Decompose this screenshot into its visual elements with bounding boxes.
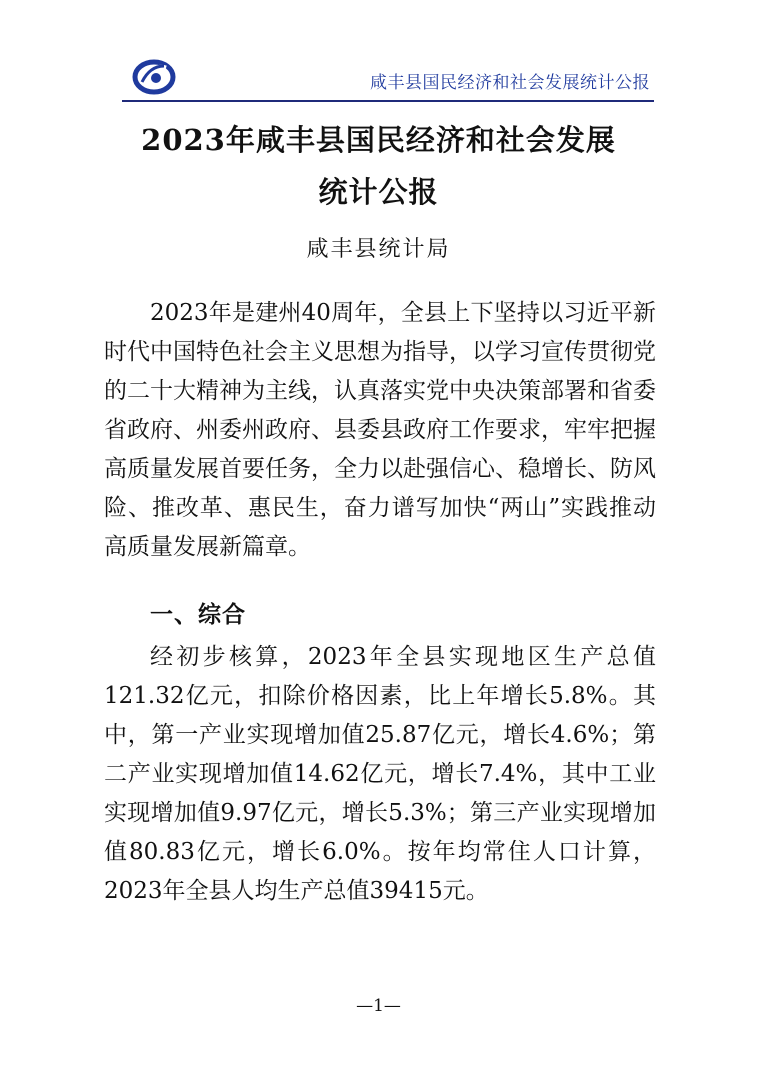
page-number: —1— (356, 996, 401, 1016)
document-author: 咸丰县统计局 (306, 237, 451, 262)
section-1-paragraph: 经初步核算，2023年全县实现地区生产总值121.32亿元，扣除价格因素，比上年增长5.8%。其中，第一产业实现增加值25.87亿元，增长4.6%；第二产业实现增加值14.62亿元，增长7.4%，其中工业实现增加值9.97亿元，增长5.3%；第三产业实现增加值80.83亿元，增长6.0%。按年均常住人口计算，2023年全县人均生产总值39415元。 (104, 644, 656, 904)
stats-bureau-logo-icon (132, 58, 176, 96)
section-heading-comprehensive: 一、综合 (150, 601, 246, 628)
document-title-line-2: 统计公报 (318, 175, 439, 209)
header-title: 咸丰县国民经济和社会发展统计公报 (370, 73, 650, 93)
page-header (122, 56, 654, 102)
intro-paragraph: 2023年是建州40周年，全县上下坚持以习近平新时代中国特色社会主义思想为指导，以学习宣传贯彻党的二十大精神为主线，认真落实党中央决策部署和省委省政府、州委州政府、县委县政府工作要求，牢牢把握高质量发展首要任务，全力以赴强信心、稳增长、防风险、推改革、惠民生，奋力谱写加快“两山”实践推动高质量发展新篇章。 (104, 300, 656, 560)
document-title-line-1: 2023年咸丰县国民经济和社会发展 (141, 123, 616, 157)
